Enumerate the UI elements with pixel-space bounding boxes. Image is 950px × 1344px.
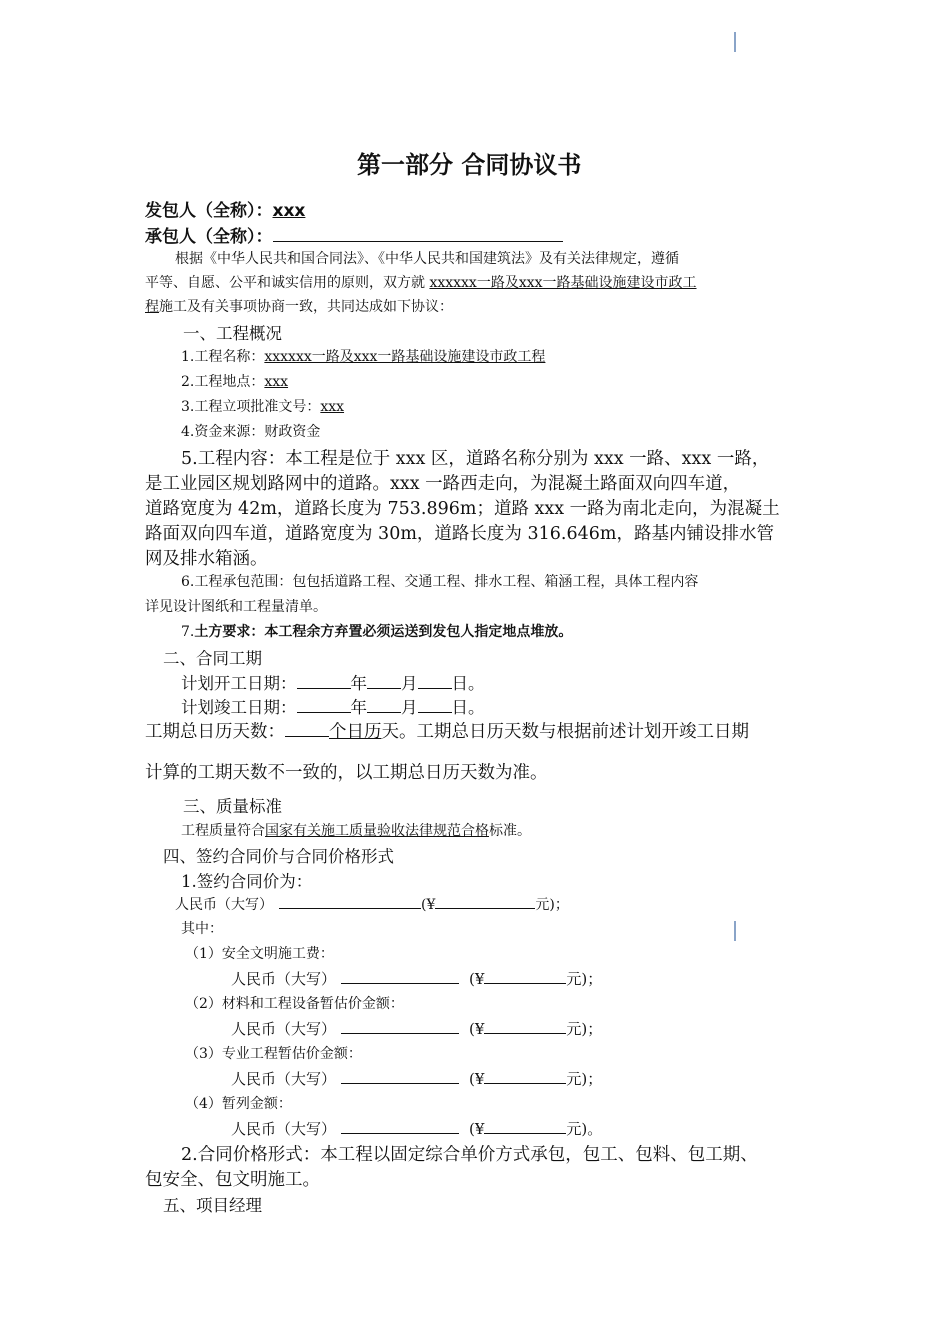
- yen-amount-blank: [484, 1018, 566, 1034]
- rmb-amount-blank: [279, 894, 421, 909]
- finish-year-blank: [297, 696, 351, 714]
- contractor-line: [145, 222, 563, 247]
- rmb-label: 人民币（大写）: [231, 1070, 337, 1088]
- rmb-label: 人民币（大写）: [231, 970, 337, 988]
- total-days-unit: 个日历: [329, 722, 382, 742]
- day-label: 日。: [451, 674, 485, 693]
- rmb-amount-blank: [341, 1118, 459, 1134]
- project-name-item: [181, 346, 545, 366]
- yen-amount-blank: [484, 1068, 566, 1084]
- yen-close: 元)；: [535, 897, 569, 913]
- specialty-estimate-label: （3）专业工程暂估价金额：: [185, 1046, 362, 1062]
- earthwork-requirement: [181, 621, 572, 641]
- project-content-line: 路面双向四车道，道路宽度为 30m，道路长度为 316.646m，路基内铺设排水管: [145, 524, 774, 544]
- material-estimate-row: [231, 1018, 602, 1039]
- planned-start-date: [181, 670, 485, 694]
- yen-open: (¥: [421, 897, 436, 913]
- employer-label: 发包人（全称）：: [145, 201, 273, 221]
- yen-open: (¥: [469, 1070, 485, 1088]
- contract-price-row: [175, 894, 569, 914]
- intro-line-2: [145, 272, 697, 292]
- yen-open: (¥: [469, 970, 485, 988]
- project-name-value: xxxxxx一路及xxx一路基础设施建设市政工程: [264, 349, 546, 365]
- safety-fee-label: （1）安全文明施工费：: [185, 946, 334, 962]
- rmb-amount-blank: [341, 968, 459, 984]
- rmb-amount-blank: [341, 1018, 459, 1034]
- approval-number-value: xxx: [320, 399, 345, 415]
- text-cursor-mark: [734, 921, 736, 941]
- planned-finish-date: [181, 694, 485, 718]
- funding-source-item: 4.资金来源：财政资金: [181, 424, 321, 440]
- intro-line-1: 根据《中华人民共和国合同法》、《中华人民共和国建筑法》及有关法律规定，遵循: [175, 251, 679, 267]
- project-name-label: 1.工程名称：: [181, 349, 265, 365]
- quality-standard-value: 国家有关施工质量验收法律规范合格: [265, 823, 489, 839]
- intro-text-end: 施工及有关事项协商一致，共同达成如下协议：: [159, 299, 453, 315]
- contractor-label: 承包人（全称）：: [145, 227, 273, 247]
- rmb-label: 人民币（大写）: [175, 897, 273, 913]
- start-year-blank: [297, 672, 351, 690]
- start-month-blank: [367, 672, 401, 690]
- section-2-heading: 二、合同工期: [163, 649, 262, 668]
- intro-line-3: [145, 296, 453, 316]
- yen-close: 元)。: [566, 1120, 603, 1138]
- yen-open: (¥: [469, 1120, 485, 1138]
- project-content-line: 网及排水箱涵。: [145, 549, 268, 569]
- finish-day-blank: [418, 696, 452, 714]
- day-label: 日。: [451, 698, 485, 717]
- yen-close: 元)；: [566, 970, 603, 988]
- contractor-name-blank: [273, 224, 563, 242]
- price-form-line: 2.合同价格形式：本工程以固定综合单价方式承包，包工、包料、包工期、: [181, 1145, 758, 1165]
- scope-line: 6.工程承包范围：包包括道路工程、交通工程、排水工程、箱涵工程，具体工程内容: [181, 574, 699, 590]
- approval-number-item: [181, 396, 344, 416]
- rmb-label: 人民币（大写）: [231, 1020, 337, 1038]
- year-label: 年: [350, 674, 367, 693]
- total-days-line: [145, 718, 749, 743]
- yen-amount-blank: [484, 1118, 566, 1134]
- contract-price-label: 1.签约合同价为：: [181, 872, 313, 891]
- section-3-heading: 三、质量标准: [183, 797, 282, 816]
- specialty-estimate-row: [231, 1068, 602, 1089]
- section-5-heading: 五、项目经理: [163, 1196, 262, 1215]
- project-location-value: xxx: [264, 374, 289, 390]
- yen-amount-blank: [484, 968, 566, 984]
- year-label: 年: [350, 698, 367, 717]
- project-content-line: 道路宽度为 42m，道路长度为 753.896m；道路 xxx 一路为南北走向，为混凝土: [145, 499, 780, 519]
- planned-start-label: 计划开工日期：: [181, 674, 297, 693]
- provisional-sum-row: [231, 1118, 602, 1139]
- approval-number-label: 3.工程立项批准文号：: [181, 399, 321, 415]
- project-content-line: 5.工程内容：本工程是位于 xxx 区，道路名称分别为 xxx 一路、xxx 一路，: [181, 449, 770, 469]
- finish-month-blank: [367, 696, 401, 714]
- earthwork-text: 土方要求：本工程余方弃置必须运送到发包人指定地点堆放。: [194, 624, 573, 640]
- rmb-label: 人民币（大写）: [231, 1120, 337, 1138]
- quality-standard: [181, 820, 531, 840]
- month-label: 月: [401, 698, 418, 717]
- project-location-label: 2.工程地点：: [181, 374, 265, 390]
- intro-project-name: xxxxxx一路及xxx一路基础设施建设市政工: [429, 275, 697, 291]
- employer-name: xxx: [272, 201, 306, 221]
- intro-text: 平等、自愿、公平和诚实信用的原则，双方就: [145, 275, 430, 291]
- yen-amount-blank: [435, 894, 535, 909]
- yen-close: 元)；: [566, 1070, 603, 1088]
- intro-project-name-end: 程: [145, 299, 159, 315]
- quality-text: 工程质量符合: [181, 823, 265, 839]
- employer-line: [145, 196, 305, 221]
- month-label: 月: [401, 674, 418, 693]
- total-days-blank: [285, 719, 329, 738]
- total-days-text: 天。工期总日历天数与根据前述计划开竣工日期: [381, 722, 749, 742]
- quality-text-end: 标准。: [489, 823, 531, 839]
- safety-fee-row: [231, 968, 602, 989]
- yen-open: (¥: [469, 1020, 485, 1038]
- among-label: 其中：: [181, 921, 223, 937]
- total-days-label: 工期总日历天数：: [145, 722, 285, 742]
- material-estimate-label: （2）材料和工程设备暂估价金额：: [185, 996, 404, 1012]
- price-form-line: 包安全、包文明施工。: [145, 1170, 320, 1190]
- rmb-amount-blank: [341, 1068, 459, 1084]
- scope-line: 详见设计图纸和工程量清单。: [145, 599, 327, 615]
- document-title: 第一部分 合同协议书: [357, 151, 582, 179]
- yen-close: 元)；: [566, 1020, 603, 1038]
- project-content-line: 是工业园区规划路网中的道路。xxx 一路西走向，为混凝土路面双向四车道，: [145, 474, 741, 494]
- section-4-heading: 四、签约合同价与合同价格形式: [163, 847, 394, 866]
- start-day-blank: [418, 672, 452, 690]
- earthwork-number: 7.: [181, 624, 195, 640]
- planned-finish-label: 计划竣工日期：: [181, 698, 297, 717]
- section-1-heading: 一、工程概况: [183, 324, 282, 343]
- provisional-sum-label: （4）暂列金额：: [185, 1096, 292, 1112]
- text-cursor-mark: [734, 32, 736, 52]
- project-location-item: [181, 371, 288, 391]
- total-days-line-2: 计算的工期天数不一致的，以工期总日历天数为准。: [145, 763, 548, 783]
